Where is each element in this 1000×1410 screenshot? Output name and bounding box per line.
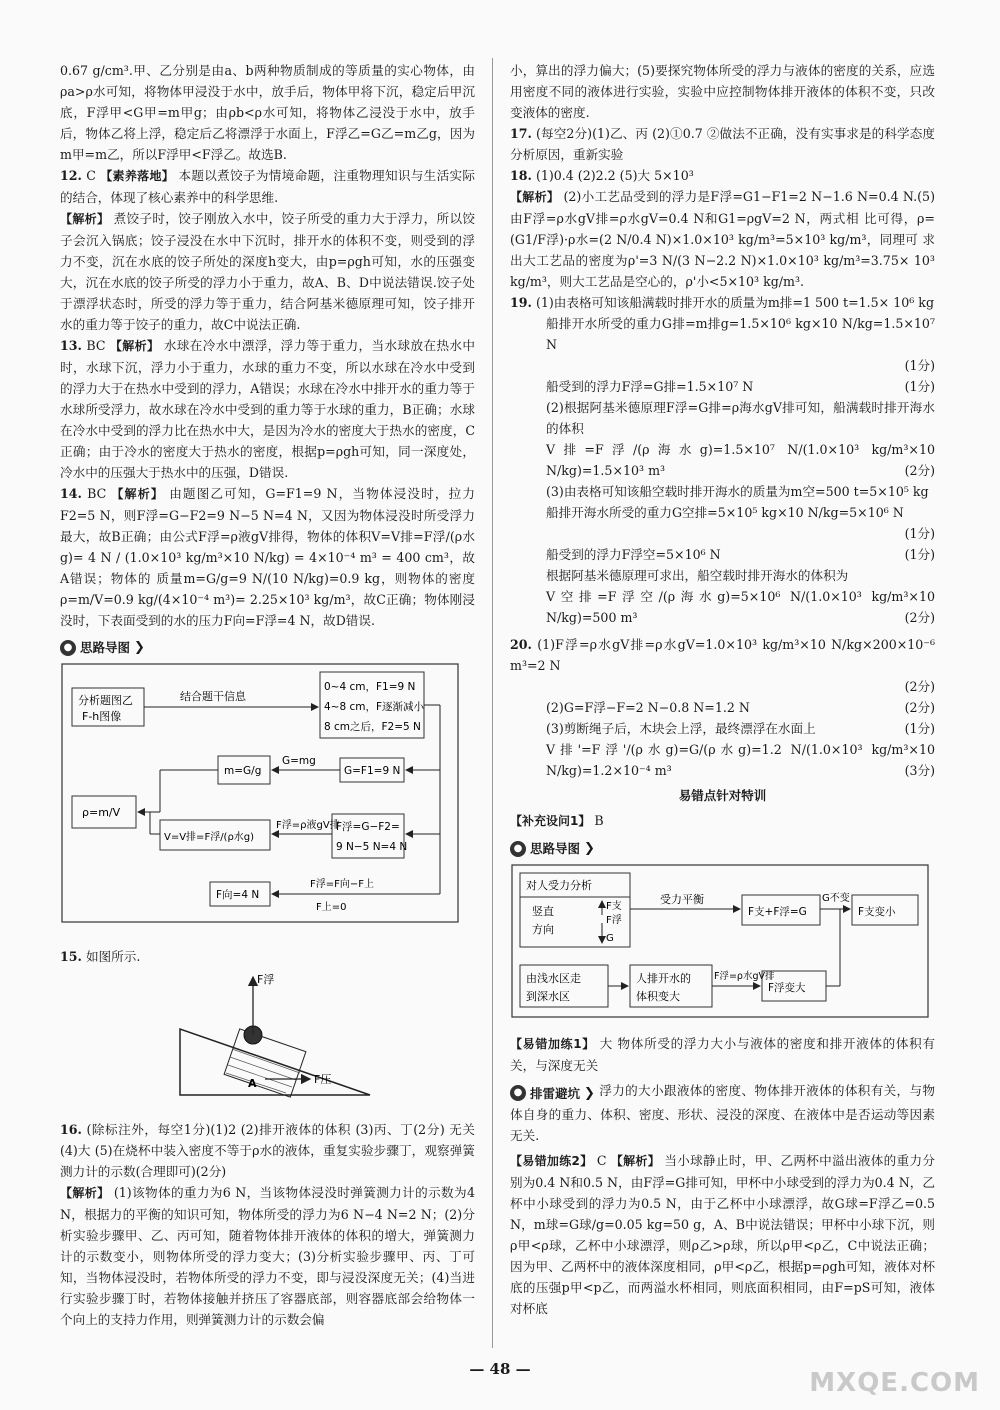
question-text: 如图所示. — [85, 949, 141, 964]
mindmap-diagram — [60, 662, 460, 924]
analysis-text: 煮饺子时，饺子刚放入水中，饺子所受的重力大于浮力，所以饺子会沉入锅底；饺子浸没在水中下沉时，排开水的体积不变，则受到的浮力不变，沉在水底的饺子所处的深度h变大，由p=ρgh可知，水的压强变大，沉在水底的饺子所受的浮力小于重力，故A、B、D中说法错误.饺子处于漂浮状态时，所受的浮力等于重力，结合阿基米德原理可知，饺子排开水的重力等于饺子的重力，故C中说法正确. — [60, 211, 475, 332]
question-17 — [510, 123, 935, 165]
question-16 — [60, 1119, 475, 1330]
mm-label: F上=0 — [316, 902, 347, 913]
pitfall-banner — [510, 1083, 595, 1104]
mm-label: F浮=ρ水gV排 — [714, 971, 775, 982]
mm-text: 8 cm之后，F2=5 N — [324, 721, 421, 733]
mm-text: F-h图像 — [82, 710, 122, 723]
section-heading: 易错点针对特训 — [678, 788, 767, 803]
equation: 比可得，ρ=(G1/F浮)·ρ水=(2 N/0.4 N)×1.0×10³ kg/m³=5×10³ kg/m³，同理可 — [510, 211, 935, 247]
incline — [180, 1029, 370, 1095]
question-number: 15. — [60, 949, 82, 964]
question-12 — [60, 165, 475, 335]
question-13 — [60, 335, 475, 483]
column-divider — [492, 58, 493, 1348]
fig-label: A — [248, 1077, 257, 1090]
score: (2分) — [904, 463, 935, 478]
analysis-text: (1)该物体的重力为6 N，当该物体浸没时弹簧测力计的示数为4 N，根据力的平衡的知识可知，物体所受的浮力为6 N−4 N=2 N；(2)分析实验步骤甲、乙、丙可知，随着物体排开液体的体积的增大，弹簧测力计的示数变小，则物体所受的浮力变大；(3)分析实验步骤甲、丙、丁可知，当物体浸没时，若物体所受的浮力不变，即与浸没深度无关；(4)当进行实验步骤丁时，若物体接触并挤压了容器底部，则容器底部会给物体一个向上的支持力作用，则弹簧测力计的示数会偏 — [60, 1185, 475, 1327]
chevron-right-icon: ❯ — [584, 1085, 595, 1101]
question-number: 18. — [510, 168, 532, 183]
mm-text: G — [606, 933, 614, 944]
score: (1分) — [904, 358, 935, 373]
answer: (1)0.4 (2)2.2 (5)大 5×10³ — [535, 168, 694, 183]
mm-text: 分析题图乙 — [78, 694, 133, 707]
question-18 — [510, 165, 935, 292]
answer: (除标注外，每空1分)(1)2 (2)排开液体的体积 (3)丙、丁(2分) 无关 (4)大 (5)在烧杯中装入密度不等于ρ水的液体，重复实验步骤丁，观察弹簧测力计的示数(合理即可)(2分) — [60, 1122, 475, 1179]
mm-label: F浮=ρ液gV排 — [276, 820, 340, 831]
tip-text: 浮力的大小跟液体的密度、物体排开液体的体积有关，与物体自身的重力、体积、密度、形状、浸没的深度、在液体中是否运动等因素无关. — [510, 1083, 935, 1143]
mm-text: 到深水区 — [526, 990, 570, 1003]
text-paragraph: 0.67 g/cm³.甲、乙分别是由a、b两种物质制成的等质量的实心物体，由ρa>ρ水可知，将物体甲浸没于水中，放手后，物体甲将下沉，稳定后甲沉底，F浮甲<G甲=m甲g；由ρb<ρ水可知，将物体乙浸没于水中，放手后，物体乙将上浮，稳定后乙将漂浮于水面上，F浮乙=G乙=m乙g，因为m甲=m乙，所以F浮甲<F浮乙。故选B. — [60, 63, 475, 162]
mindmap-label: 思路导图 — [530, 841, 581, 856]
lightbulb-icon: ● — [510, 841, 526, 857]
solution-line: (1)由表格可知该船满载时排开水的质量为m排=1 500 t=1.5× — [535, 295, 890, 310]
score: (1分) — [904, 379, 935, 394]
mm-text: 由浅水区走 — [526, 972, 581, 985]
mm-text: 竖直 — [532, 905, 554, 918]
mindmap-label: 思路导图 — [80, 640, 131, 655]
mm-text: G=F1=9 N — [344, 765, 401, 777]
solution-line: (3)剪断绳子后，木块会上浮，最终漂浮在水面上 — [546, 721, 816, 736]
mm-text: F向=4 N — [216, 889, 260, 901]
lightbulb-icon: ● — [510, 1085, 526, 1101]
answer: 大 物体所受的浮力大小与液体的密度和排开液体的体积有关，与深度无关 — [510, 1036, 935, 1073]
question-20 — [510, 634, 935, 781]
solution-line: 船排开水所受的重力G排=m排g=1.5×10⁶ kg×10 N/kg=1.5×10⁷ N — [546, 316, 935, 352]
supplement-question — [510, 810, 935, 832]
analysis-label: 【解析】 — [60, 1186, 110, 1200]
score: (2分) — [904, 610, 935, 625]
mm-text: F浮变大 — [768, 982, 806, 994]
analysis-label: 【解析】 — [60, 212, 110, 226]
mindmap-banner — [60, 637, 145, 658]
left-column — [60, 60, 475, 1330]
score: (3分) — [904, 763, 935, 778]
analysis-text: 当小球静止时，甲、乙两杯中溢出液体的重力分别为0.4 N和0.5 N，由F浮=G排可知，甲杯中小球受到的浮力为0.4 N，乙杯中小球受到的浮力为0.5 N，由于乙杯中小球漂浮，故G球=F浮乙=0.5 N，m球=G球/g=0.05 kg=50 g，A、B中说法错误；甲杯中小球下沉，则ρ甲<ρ球，乙杯中小球漂浮，则ρ乙>ρ球，所以ρ甲<ρ乙，C中说法正确；因为甲、乙两杯中的液体深度相同，ρ甲<ρ乙，根据p=ρgh可知，液体对杯底的压强p甲<p乙，而两溢水杯相同，则底面积相同，由F=pS可知，液体对杯底 — [510, 1152, 935, 1316]
analysis-text: 水球在冷水中漂浮，浮力等于重力，当水球放在热水中时，水球下沉，浮力小于重力，水球的重力不变，所以水球在冷水中受到的浮力大于在热水中受到的浮力，A错误；水球在冷水中排开水的重力等于水球所受浮力，故水球在冷水中受到的重力等于水球的重力，B正确；水球在冷水中受到的浮力比在热水中大，是因为冷水的密度大于热水的密度，C正确；由于冷水的密度大于热水的密度，根据p=ρgh可知，同一深度处，冷水中的压强大于热水中的压强，D错误. — [60, 338, 476, 480]
analysis-text: (2)小工艺品受到的浮力是F浮=G1−F1=2 N−1.6 N=0.4 N.(5)由F浮=ρ水gV排=ρ水gV=0.4 N和G1=ρgV=2 N，两式相 — [510, 189, 935, 226]
lightbulb-icon: ● — [60, 640, 76, 656]
water-hatching — [226, 1049, 300, 1093]
solution-line: (1)F浮=ρ水gV排=ρ水gV=1.0×10³ kg/m³×10 N/kg×200×10⁻⁶ m³=2 N — [510, 637, 935, 673]
pitfall-tip — [510, 1080, 935, 1146]
score: (2分) — [904, 679, 935, 694]
score: (2分) — [904, 700, 935, 715]
solution-line: (2)根据阿基米德原理F浮=G排=ρ海水gV排可知，船满载时排开海水的体积 — [546, 400, 935, 436]
question-number: 20. — [510, 637, 532, 652]
mm-label: F浮=F向−F上 — [310, 879, 375, 890]
question-14 — [60, 483, 475, 631]
equation: V排=F浮/(ρ海水g)=1.5×10⁷ N/(1.0×10³ kg/m³×10 N/kg)=1.5×10³ m³ — [546, 442, 935, 478]
mm-text: F浮 — [606, 915, 622, 926]
right-column — [510, 60, 935, 1319]
analysis-label: 【解析】 — [610, 1153, 661, 1168]
solution-line: 根据阿基米德原理可求出，船空载时排开海水的体积为 — [546, 568, 849, 583]
fig-label: F压 — [314, 1073, 332, 1086]
score: (1分) — [904, 721, 935, 736]
answer: BC — [86, 338, 106, 353]
equation: V排'=F浮'/(ρ水g)=G/(ρ水g)=1.2 N/(1.0×10³ kg/m³×10 N/kg)=1.2×10⁻⁴ m³ — [546, 742, 935, 778]
question-19 — [510, 292, 935, 628]
mm-text: V=V排=F浮/(ρ水g) — [164, 832, 255, 843]
mm-text: 对人受力分析 — [526, 879, 592, 892]
tag-label: 【补充设问1】 — [510, 814, 591, 828]
mm-text: F支变小 — [858, 906, 896, 918]
score: (1分) — [904, 526, 935, 541]
question-number: 13. — [60, 338, 82, 353]
container — [224, 1029, 306, 1097]
mm-text: F浮=G−F2= — [336, 821, 400, 833]
score: (1分) — [904, 547, 935, 562]
question-number: 14. — [60, 486, 82, 501]
mm-text: 人排开水的 — [636, 972, 691, 985]
mindmap-banner — [510, 838, 595, 859]
watermark: MXQE.COM — [809, 1368, 980, 1398]
solution-line: 船排开海水所受的重力G空排=5×10⁵ kg×10 N/kg=5×10⁶ N — [546, 505, 904, 520]
mm-text: 0~4 cm，F1=9 N — [324, 681, 416, 693]
equation: 求出大工艺品的密度为ρ'=3 N/(3 N−2.2 N)×1.0×10³ kg/m³=3.75× — [510, 232, 935, 268]
question-number: 17. — [510, 126, 532, 141]
answer: (每空2分)(1)乙、丙 (2)①0.7 ②做法不正确，没有实事求是的科学态度 分析原因，重新实验 — [510, 126, 935, 162]
solution-line: 船受到的浮力F浮空=5×10⁶ N — [546, 547, 721, 562]
analysis-label: 【解析】 — [109, 339, 160, 353]
tag-label: 【素养落地】 — [100, 169, 175, 183]
mindmap-diagram-2 — [510, 863, 930, 1019]
answer: C — [86, 168, 96, 183]
answer: B — [594, 813, 604, 828]
question-number: 16. — [60, 1122, 82, 1137]
mm-text: F支+F浮=G — [748, 906, 807, 918]
pitfall-label: 排雷避坑 — [530, 1085, 581, 1101]
analysis-label: 【解析】 — [510, 190, 560, 204]
equation: 4 N / (1.0×10³ kg/m³×10 N/kg) = 4×10⁻⁴ m³ = 400 cm³，故A错误；物体的 — [60, 550, 475, 586]
analysis-label: 【解析】 — [111, 487, 165, 501]
practice-2 — [510, 1150, 935, 1319]
text-paragraph: 小，算出的浮力偏大；(5)要探究物体所受的浮力与液体的密度的关系，应选用密度不同的液体进行实验，实验中应控制物体排开液体的体积不变，只改变液体的密度. — [510, 63, 935, 120]
answer: BC — [87, 486, 107, 501]
mm-text: 体积变大 — [636, 990, 680, 1003]
equation: 质量m=G/g=9 N/(10 N/kg)=0.9 kg，则物体的密度ρ=m/V=0.9 kg/(4×10⁻⁴ m³)= — [60, 571, 475, 607]
mm-text: ρ=m/V — [82, 806, 121, 819]
tag-text: 本题以煮饺子为情境命题，注重物理知识与生活实际的结合，体现了核心素养中的科学思维. — [60, 168, 475, 205]
equation: 10³ kg/m³，则大工艺品是空心的，ρ'小<5×10³ kg/m³. — [510, 253, 935, 289]
tag-label: 【易错加练2】 — [510, 1153, 593, 1168]
mm-label: G不变 — [822, 893, 850, 904]
chevron-right-icon: ❯ — [134, 640, 145, 655]
solution-line: 船受到的浮力F浮=G排=1.5×10⁷ N — [546, 379, 754, 394]
equation: 2.25×10³ kg/m³，故C正确；物体刚浸没时，下表面受到的水的压力F向=F浮=4 N，故D错误. — [60, 592, 475, 628]
answer: C — [596, 1152, 607, 1168]
solution-line: (2)G=F浮−F=2 N−0.8 N=1.2 N — [546, 700, 750, 715]
tag-label: 【易错加练1】 — [510, 1037, 595, 1051]
force-diagram — [120, 967, 420, 1107]
question-15 — [60, 946, 475, 967]
solution-line: (3)由表格可知该船空载时排开海水的质量为m空=500 t=5×10⁵ kg — [546, 484, 929, 499]
analysis-text: 由题图乙可知，G=F1=9 N，当物体浸没时，拉力F2=5 N，则F浮=G−F2=9 N−5 N=4 N，又因为物体浸没时所受浮力最大，故B正确；由公式F浮=ρ液gV排得，物体的体积V=V排=F浮/(ρ水g)= — [60, 486, 475, 565]
question-number: 12. — [60, 168, 82, 183]
mm-text: 方向 — [532, 923, 554, 936]
mm-label: 受力平衡 — [660, 893, 704, 906]
mm-text: 4~8 cm，F逐渐减小 — [324, 701, 425, 713]
mm-text: m=G/g — [224, 765, 262, 777]
mm-label: G=mg — [282, 755, 316, 767]
question-number: 19. — [510, 295, 532, 310]
practice-1 — [510, 1033, 935, 1076]
page-number: — 48 — — [469, 1360, 531, 1378]
solution-line: 10⁶ kg — [893, 295, 935, 310]
fig-label: F浮 — [257, 973, 275, 986]
mm-text: F支 — [606, 901, 622, 912]
chevron-right-icon: ❯ — [584, 841, 595, 856]
mm-text: 9 N−5 N=4 N — [336, 841, 408, 853]
mm-label: 结合题干信息 — [180, 690, 246, 703]
equation: V空排=F浮空/(ρ海水g)=5×10⁶ N/(1.0×10³ kg/m³×10 N/kg)=500 m³ — [546, 589, 935, 625]
